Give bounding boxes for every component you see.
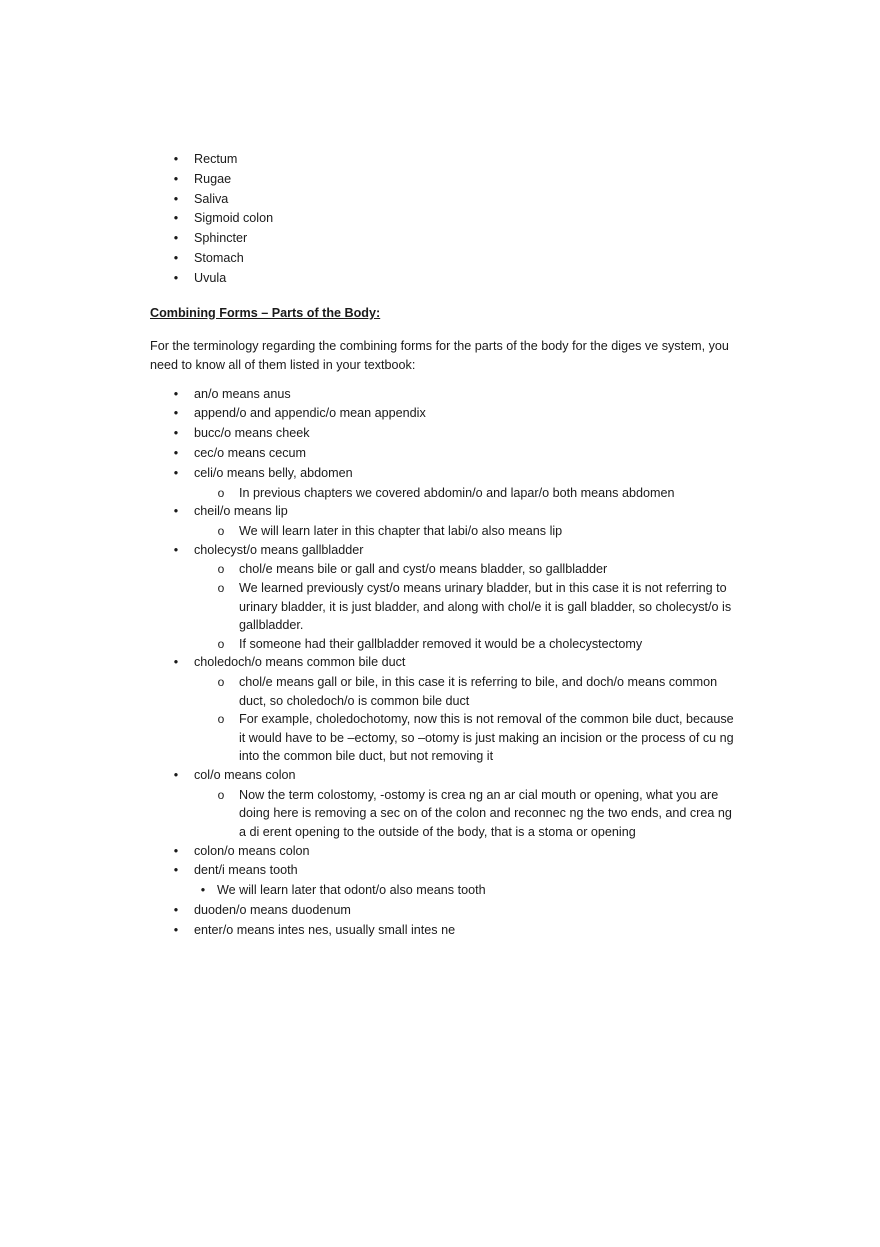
circle-bullet-icon: o	[217, 787, 225, 802]
bullet-icon: •	[173, 152, 179, 166]
bullet-icon: •	[200, 883, 206, 898]
bullet-icon: •	[173, 270, 179, 285]
bullet-icon: •	[173, 426, 179, 441]
list-item: • cheil/o means lip o We will learn later in this chapter that labi/o also means lip	[150, 502, 740, 540]
list-item: • enter/o means intes nes, usually small intes ne	[150, 921, 740, 941]
bullet-icon: •	[173, 768, 179, 783]
digestive-terms-list	[150, 150, 740, 289]
sub-list-item: o We will learn later in this chapter that labi/o also means lip	[194, 522, 740, 541]
list-item: • Rugae	[150, 170, 740, 190]
circle-bullet-icon: o	[217, 580, 225, 595]
section-heading: Combining Forms – Parts of the Body:	[150, 305, 381, 320]
bullet-icon: •	[173, 843, 179, 858]
list-item: • append/o and appendic/o mean appendix	[150, 404, 740, 424]
bullet-icon: •	[173, 655, 179, 670]
circle-bullet-icon: o	[217, 562, 225, 577]
bullet-icon: •	[173, 903, 179, 918]
bullet-icon: •	[173, 386, 179, 401]
bullet-icon: •	[173, 406, 179, 421]
list-item: • Saliva	[150, 190, 740, 210]
list-item: • col/o means colon o Now the term colostomy, -ostomy is crea ng an ar cial mouth or opening, what you are doing here is removing a sec on of the colon and reconnec ng the two ends, and crea ng a di erent opening to the outside of the body, that is a stoma or opening	[150, 766, 740, 842]
list-item: • celi/o means belly, abdomen o In previous chapters we covered abdomin/o and lapar/o both means abdomen	[150, 464, 740, 502]
intro-paragraph: For the terminology regarding the combining forms for the parts of the body for the diges ve system, you need to know all of them listed in your textbook:	[150, 338, 729, 372]
circle-bullet-icon: o	[217, 712, 225, 727]
sub-list-item: o Now the term colostomy, -ostomy is crea ng an ar cial mouth or opening, what you are doing here is removing a sec on of the colon and reconnec ng the two ends, and crea ng a di erent opening to the outside of the body, that is a stoma or opening	[217, 787, 732, 840]
list-item: • Uvula	[150, 269, 740, 289]
list-item: • choledoch/o means common bile duct o chol/e means gall or bile, in this case it is referring to bile, and doch/o means common duct, so choledoch/o is common bile duct o For example, choledochotomy, now this is not removal of the common bile duct, because it would have to be –ectomy, so –otomy is just making an incision or the process of cu ng into the common bile duct, but not removing it	[150, 653, 740, 766]
list-item: • duoden/o means duodenum	[150, 901, 740, 921]
list-item: • Rectum	[150, 150, 740, 170]
list-item: • dent/i means tooth • We will learn later that odont/o also means tooth	[150, 861, 740, 901]
list-item: • an/o means anus	[150, 385, 740, 405]
sub-list-item: • We will learn later that odont/o also means tooth	[194, 881, 740, 901]
list-item: • Sigmoid colon	[150, 209, 740, 229]
sub-list-item: o In previous chapters we covered abdomin/o and lapar/o both means abdomen	[194, 484, 740, 503]
bullet-icon: •	[173, 542, 179, 557]
sub-list	[194, 673, 740, 766]
list-item: • colon/o means colon	[150, 842, 740, 862]
list-item: • bucc/o means cheek	[150, 424, 740, 444]
list-item: • Stomach	[150, 249, 740, 269]
combining-forms-list	[150, 385, 740, 941]
bullet-icon: •	[173, 863, 179, 878]
sub-list-item: o chol/e means gall or bile, in this case it is referring to bile, and doch/o means common duct, so choledoch/o is common bile duct	[217, 675, 718, 708]
bullet-icon: •	[173, 171, 179, 186]
list-item: • cec/o means cecum	[150, 444, 740, 464]
sub-list-item: o We learned previously cyst/o means urinary bladder, but in this case it is not referring to urinary bladder, it is just bladder, and along with chol/e it is gall bladder, so cholecyst/o is gallbladder.	[217, 580, 732, 633]
bullet-icon: •	[173, 231, 179, 246]
page-content	[150, 150, 740, 941]
list-item: • cholecyst/o means gallbladder o chol/e means bile or gall and cyst/o means bladder, so gallbladder o We learned previously cyst/o means urinary bladder, but in this case it is not referring to urinary bladder, it is just bladder, and along with chol/e it is gall bladder, so cholecyst/o is gallbladder. o If someone had their gallbladder removed it would be a cholecystectomy	[150, 541, 740, 654]
circle-bullet-icon: o	[217, 523, 225, 538]
sub-list-item: o If someone had their gallbladder removed it would be a cholecystectomy	[194, 635, 740, 654]
circle-bullet-icon: o	[217, 675, 225, 690]
sub-list-item: o For example, choledochotomy, now this is not removal of the common bile duct, because it would have to be –ectomy, so –otomy is just making an incision or the process of cu ng into the common bile duct, but not removing it	[217, 712, 734, 764]
bullet-icon: •	[173, 504, 179, 519]
sub-list-item: o chol/e means bile or gall and cyst/o means bladder, so gallbladder	[194, 560, 740, 579]
bullet-icon: •	[173, 445, 179, 460]
circle-bullet-icon: o	[217, 636, 225, 651]
list-item: • Sphincter	[150, 229, 740, 249]
bullet-icon: •	[173, 465, 179, 480]
sub-list	[194, 786, 740, 842]
circle-bullet-icon: o	[217, 485, 225, 500]
sub-list	[194, 881, 740, 901]
bullet-icon: •	[173, 922, 179, 937]
sub-list	[194, 484, 740, 503]
bullet-icon: •	[173, 211, 179, 226]
sub-list	[194, 522, 740, 541]
bullet-icon: •	[173, 250, 179, 265]
sub-list	[194, 560, 740, 653]
bullet-icon: •	[173, 191, 179, 206]
